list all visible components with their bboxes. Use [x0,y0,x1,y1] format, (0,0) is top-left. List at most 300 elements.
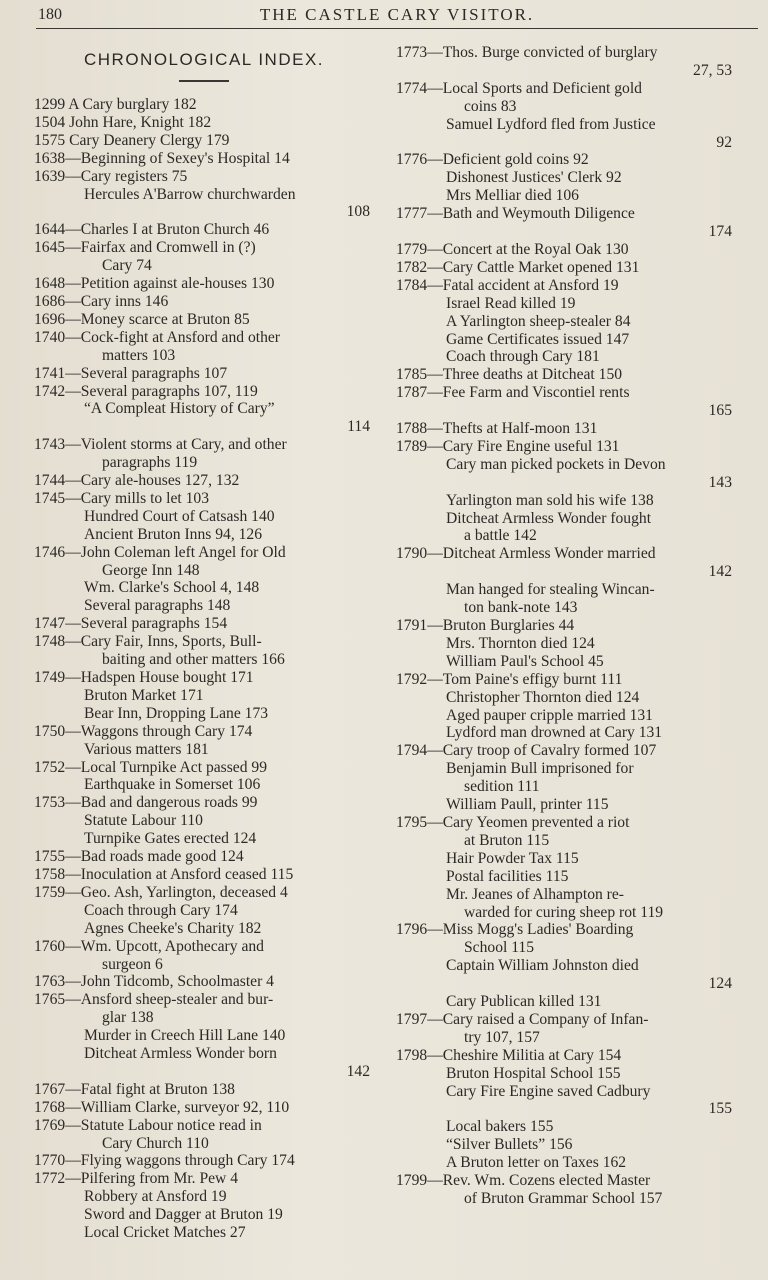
entry-year: 1788 [396,420,428,438]
entry-first-line [34,973,374,991]
entry-text: —Several paragraphs 154 [65,615,228,633]
index-entry [396,1047,736,1172]
entry-line: warded for curing sheep rot 119 [464,903,664,921]
entry-line: A Bruton letter on Taxes 162 [446,1154,627,1172]
entry-text: —Concert at the Royal Oak 130 [427,240,629,258]
entry-text: —Cary Fire Engine useful 131 [427,437,620,455]
entry-year: 1763 [34,973,66,991]
entry-first-line [34,938,374,956]
entry-first-line [34,472,374,490]
entry-first-line [34,1170,374,1188]
entry-text: —Cary Fair, Inns, Sports, Bull- [65,633,262,651]
entry-text: —Cary inns 146 [65,292,169,310]
entry-line: of Bruton Grammar School 157 [464,1190,663,1207]
entry-first-line [396,80,736,98]
entry-year: 1648 [34,275,66,293]
entry-text: —Statute Labour notice read in [65,1116,262,1134]
entry-text: —Fee Farm and Viscontiel rents [427,384,630,402]
entry-year: 1776 [396,151,428,169]
entry-first-line [34,275,374,293]
index-entry [34,1152,374,1170]
entry-text: —Cary troop of Cavalry formed 107 [427,742,657,760]
entry-year: 1749 [34,669,66,686]
entry-line: 142 [708,563,732,581]
entry-year: 1504 [34,113,66,131]
entry-line: 143 [708,473,732,491]
entry-first-line [396,259,736,277]
entry-text: —Cary registers 75 [65,167,188,185]
entry-line: ton bank-note 143 [464,599,578,617]
entry-first-line [34,150,374,168]
entry-text: —Cheshire Militia at Cary 154 [427,1046,622,1064]
entry-text: —Cary Yeomen prevented a riot [427,813,630,831]
entry-year: 1772 [34,1170,66,1188]
entry-year: 1773 [396,44,428,61]
index-entry [396,80,736,152]
entry-year: 1798 [396,1046,428,1064]
entry-text: —Miss Mogg's Ladies' Boarding [427,921,634,939]
entry-year: 1752 [34,758,66,776]
index-entry [34,866,374,884]
entry-text: —Fatal accident at Ansford 19 [427,276,619,294]
index-entry [34,293,374,311]
entry-first-line [34,239,374,257]
entry-first-line [396,617,736,635]
entry-first-line [396,742,736,760]
entry-year: 1795 [396,813,428,831]
entry-line: Postal facilities 115 [446,867,569,885]
index-entry [34,794,374,848]
entry-line: 114 [347,418,370,436]
index-entry [396,1011,736,1047]
index-entry [396,366,736,384]
index-entry [396,545,736,617]
entry-line: “A Compleat History of Cary” [84,400,275,418]
entry-text: —Bad roads made good 124 [65,848,244,866]
entry-year: 1755 [34,848,66,866]
entry-line: Coach through Cary 174 [84,901,238,919]
entry-year: 1782 [396,258,428,276]
entry-first-line [34,329,374,347]
entry-text: —Bath and Weymouth Diligence [427,205,635,223]
entry-first-line [34,723,374,741]
index-entry [34,615,374,633]
entry-line: George Inn 148 [102,561,200,579]
entry-line: School 115 [464,939,535,957]
right-column [396,44,736,1208]
entry-line: sedition 111 [464,778,540,796]
index-entry [34,1170,374,1242]
entry-first-line [396,921,736,939]
entry-text: —Fatal fight at Bruton 138 [65,1080,235,1098]
entry-line: 27, 53 [693,61,732,79]
entry-text: —John Coleman left Angel for Old [65,543,286,561]
entry-text: —John Tidcomb, Schoolmaster 4 [65,973,274,991]
entry-year: 1770 [34,1152,66,1170]
index-entry [396,921,736,1011]
entry-line: Mrs. Thornton died 124 [446,634,595,652]
entry-line: Cary 74 [102,257,152,275]
entry-first-line [396,671,736,689]
entry-line: Earthquake in Somerset 106 [84,776,261,794]
entry-text: Cary Deanery Clergy 179 [65,131,230,149]
entry-text: —Flying waggons through Cary 174 [65,1152,295,1170]
entry-text: —Cary Cattle Market opened 131 [427,258,640,276]
title-rule [179,80,229,82]
entry-line: William Paul's School 45 [446,652,604,670]
entry-line: William Paull, printer 115 [446,796,609,814]
entry-first-line [34,1081,374,1099]
entry-text: —Bruton Burglaries 44 [427,617,575,634]
entry-year: 1791 [396,617,428,634]
entry-year: 1769 [34,1116,66,1134]
index-entry [34,633,374,669]
entry-line: A Yarlington sheep-stealer 84 [446,312,631,330]
index-entry [34,329,374,365]
entry-first-line [396,44,736,62]
entry-text: —Thefts at Half-moon 131 [427,420,598,438]
entry-line: Hundred Court of Catsash 140 [84,507,275,525]
entry-line: Dishonest Justices' Clerk 92 [446,169,622,187]
page-header [36,2,758,29]
index-entry [396,438,736,545]
index-entry [396,617,736,671]
index-entry [396,814,736,921]
index-entry [34,490,374,544]
entry-first-line [34,114,374,132]
index-entry [34,723,374,759]
entry-line: Man hanged for stealing Wincan- [446,581,655,599]
index-entry [34,472,374,490]
entry-text: —Cary ale-houses 127, 132 [65,472,240,490]
entry-text: —Tom Paine's effigy burnt 111 [427,670,623,688]
index-entry [34,275,374,293]
entry-text: —Deficient gold coins 92 [427,151,589,169]
entry-first-line [396,1011,736,1029]
entry-text: —Petition against ale-houses 130 [65,275,275,293]
entry-line: Murder in Creech Hill Lane 140 [84,1027,286,1045]
entry-year: 1758 [34,865,66,883]
index-entry [34,1117,374,1153]
entry-line: paragraphs 119 [102,454,198,472]
entry-line: try 107, 157 [464,1028,540,1046]
entry-text: —Fairfax and Cromwell in (?) [65,239,256,257]
entry-line: Lydford man drowned at Cary 131 [446,724,663,742]
entry-first-line [396,241,736,259]
entry-line: Samuel Lydford fled from Justice [446,115,656,133]
entry-text: John Hare, Knight 182 [65,113,212,131]
index-entry [34,991,374,1081]
index-entry [396,241,736,259]
entry-year: 1759 [34,883,66,901]
index-entry [34,669,374,723]
entry-first-line [396,366,736,384]
entry-year: 1575 [34,131,66,149]
index-entry [34,383,374,437]
index-entry [396,671,736,743]
index-entry [34,938,374,974]
entry-year: 1747 [34,615,66,633]
entry-year: 1740 [34,328,66,346]
entry-line: Cary Church 110 [102,1134,209,1152]
entry-text: —Wm. Upcott, Apothecary and [65,937,264,955]
entry-year: 1799 [396,1172,428,1190]
entry-text: —Violent storms at Cary, and other [65,436,287,454]
entry-text: —Pilfering from Mr. Pew 4 [65,1170,239,1188]
index-entry [34,311,374,329]
index-entry [396,259,736,277]
entry-first-line [34,991,374,1009]
entry-year: 1748 [34,633,66,651]
entry-first-line [34,884,374,902]
index-entry [34,150,374,168]
entry-first-line [396,420,736,438]
index-entry [396,44,736,80]
entry-line: Mrs Melliar died 106 [446,187,579,205]
entry-year: 1768 [34,1098,66,1116]
index-entry [34,168,374,222]
entry-text: —Geo. Ash, Yarlington, deceased 4 [65,883,288,901]
entry-line: Turnpike Gates erected 124 [84,830,257,848]
entry-year: 1644 [34,221,66,239]
entry-line: “Silver Bullets” 156 [446,1136,573,1154]
entry-text: —Rev. Wm. Cozens elected Master [427,1172,651,1190]
entry-year: 1686 [34,292,66,310]
entry-first-line [396,1172,736,1190]
entry-line: Bruton Market 171 [84,686,204,704]
entry-first-line [34,794,374,812]
entry-year: 1790 [396,545,428,563]
entry-text: A Cary burglary 182 [65,96,197,113]
entry-first-line [396,438,736,456]
entry-line: Benjamin Bull imprisoned for [446,760,634,778]
entry-first-line [34,311,374,329]
entry-first-line [396,384,736,402]
entry-first-line [34,436,374,454]
index-entry [396,277,736,367]
entry-line: coins 83 [464,97,517,115]
entry-year: 1765 [34,991,66,1009]
index-entry [396,384,736,420]
entry-line: Mr. Jeanes of Alhampton re- [446,885,624,903]
entry-first-line [34,96,374,114]
running-head: THE CASTLE CARY VISITOR. [259,5,535,24]
entry-first-line [396,814,736,832]
entry-text: —Cary mills to let 103 [65,489,209,507]
entry-text: —Local Sports and Deficient gold [427,79,642,97]
index-entry [34,1081,374,1099]
entry-first-line [34,168,374,186]
index-entry [34,436,374,472]
entry-line: a battle 142 [464,527,537,545]
entry-year: 1774 [396,79,428,97]
entry-text: —Ditcheat Armless Wonder married [427,545,656,563]
entry-first-line [34,293,374,311]
entry-line: Local Cricket Matches 27 [84,1224,246,1242]
entry-first-line [34,383,374,401]
entry-year: 1797 [396,1010,428,1028]
entry-line: glar 138 [102,1009,154,1027]
entry-line: 124 [708,975,732,993]
entry-text: —William Clarke, surveyor 92, 110 [65,1098,290,1116]
left-entries [34,96,374,1242]
entry-year: 1760 [34,937,66,955]
entry-line: Yarlington man sold his wife 138 [446,491,654,509]
entry-text: —Charles I at Bruton Church 46 [65,221,270,239]
entry-year: 1785 [396,366,428,384]
entry-text: —Hadspen House bought 171 [65,669,254,686]
index-entry [34,239,374,275]
entry-line: Cary man picked pockets in Devon [446,455,666,473]
entry-line: Game Certificates issued 147 [446,330,630,348]
entry-first-line [34,1117,374,1135]
entry-first-line [34,544,374,562]
entry-text: —Inoculation at Ansford ceased 115 [65,865,294,883]
entry-text: —Ansford sheep-stealer and bur- [65,991,274,1009]
entry-year: 1796 [396,921,428,939]
entry-first-line [34,669,374,687]
entry-first-line [34,615,374,633]
entry-first-line [34,490,374,508]
entry-year: 1792 [396,670,428,688]
entry-year: 1744 [34,472,66,490]
entry-first-line [396,205,736,223]
index-entry [34,132,374,150]
entry-first-line [34,633,374,651]
right-entries [396,44,736,1208]
entry-year: 1645 [34,239,66,257]
index-entry [34,759,374,795]
entry-year: 1741 [34,364,66,382]
entry-year: 1787 [396,384,428,402]
entry-line: Agnes Cheeke's Charity 182 [84,919,262,937]
index-entry [396,205,736,241]
entry-year: 1779 [396,240,428,258]
entry-year: 1745 [34,489,66,507]
entry-year: 1299 [34,96,66,113]
entry-first-line [396,1047,736,1065]
index-entry [396,420,736,438]
entry-line: Coach through Cary 181 [446,348,600,366]
entry-line: 108 [346,203,370,221]
entry-line: Christopher Thornton died 124 [446,688,640,706]
entry-line: Cary Publican killed 131 [446,993,602,1011]
entry-line: Hair Powder Tax 115 [446,849,579,867]
entry-line: baiting and other matters 166 [102,651,285,669]
entry-year: 1789 [396,437,428,455]
entry-line: Various matters 181 [84,740,209,758]
entry-year: 1784 [396,276,428,294]
entry-line: Wm. Clarke's School 4, 148 [84,579,260,597]
entry-year: 1639 [34,167,66,185]
index-entry [396,742,736,814]
entry-line: Ditcheat Armless Wonder fought [446,509,652,527]
entry-line: Several paragraphs 148 [84,597,231,615]
index-entry [34,96,374,114]
entry-line: Sword and Dagger at Bruton 19 [84,1206,283,1224]
entry-line: Hercules A'Barrow churchwarden [84,185,296,203]
entry-year: 1696 [34,310,66,328]
entry-first-line [34,759,374,777]
entry-line: Ditcheat Armless Wonder born [84,1045,277,1063]
index-entry [34,544,374,616]
entry-year: 1638 [34,149,66,167]
entry-line: Cary Fire Engine saved Cadbury [446,1082,651,1100]
index-entry [34,973,374,991]
entry-first-line [396,545,736,563]
entry-line: Statute Labour 110 [84,812,203,830]
entry-text: —Three deaths at Ditcheat 150 [427,366,623,384]
entry-year: 1742 [34,382,66,400]
entry-year: 1777 [396,205,428,223]
entry-text: —Local Turnpike Act passed 99 [65,758,268,776]
page-number: 180 [38,6,62,23]
entry-text: —Waggons through Cary 174 [65,722,253,740]
entry-line: Bear Inn, Dropping Lane 173 [84,704,269,722]
entry-text: —Cock-fight at Ansford and other [65,328,280,346]
entry-text: —Several paragraphs 107 [65,364,228,382]
entry-line: Local bakers 155 [446,1118,554,1136]
entry-first-line [34,365,374,383]
entry-first-line [34,848,374,866]
index-entry [34,884,374,938]
entry-text: —Beginning of Sexey's Hospital 14 [65,149,290,167]
entry-year: 1743 [34,436,66,454]
entry-line: Bruton Hospital School 155 [446,1064,621,1082]
entry-year: 1767 [34,1080,66,1098]
index-entry [34,365,374,383]
entry-line: 142 [346,1062,370,1080]
entry-first-line [34,1152,374,1170]
left-column [34,44,374,1242]
index-entry [34,114,374,132]
index-entry [34,1099,374,1117]
entry-line: Israel Read killed 19 [446,294,576,312]
entry-text: —Bad and dangerous roads 99 [65,794,258,812]
entry-line: matters 103 [102,346,176,364]
entry-year: 1753 [34,794,66,812]
entry-line: 155 [708,1100,732,1118]
entry-line: 165 [708,402,732,420]
index-entry [34,221,374,239]
entry-line: surgeon 6 [102,955,163,973]
entry-first-line [34,866,374,884]
entry-line: Ancient Bruton Inns 94, 126 [84,525,263,543]
entry-line: Aged pauper cripple married 131 [446,706,653,724]
entry-line: at Bruton 115 [464,831,550,849]
entry-text: —Several paragraphs 107, 119 [65,382,258,400]
entry-first-line [396,151,736,169]
entry-line: Captain William Johnston died [446,957,639,975]
entry-line: 174 [708,223,732,241]
index-title: CHRONOLOGICAL INDEX. [83,50,325,69]
entry-year: 1750 [34,722,66,740]
entry-first-line [396,277,736,295]
entry-line: Robbery at Ansford 19 [84,1188,227,1206]
entry-text: —Money scarce at Bruton 85 [65,310,250,328]
entry-text: —Cary raised a Company of Infan- [427,1010,649,1028]
entry-year: 1746 [34,543,66,561]
entry-first-line [34,132,374,150]
entry-text: —Thos. Burge convicted of burglary [427,44,658,61]
entry-year: 1794 [396,742,428,760]
entry-first-line [34,221,374,239]
entry-line: 92 [716,133,732,151]
index-entry [396,151,736,205]
index-entry [34,848,374,866]
index-entry [396,1172,736,1208]
entry-first-line [34,1099,374,1117]
